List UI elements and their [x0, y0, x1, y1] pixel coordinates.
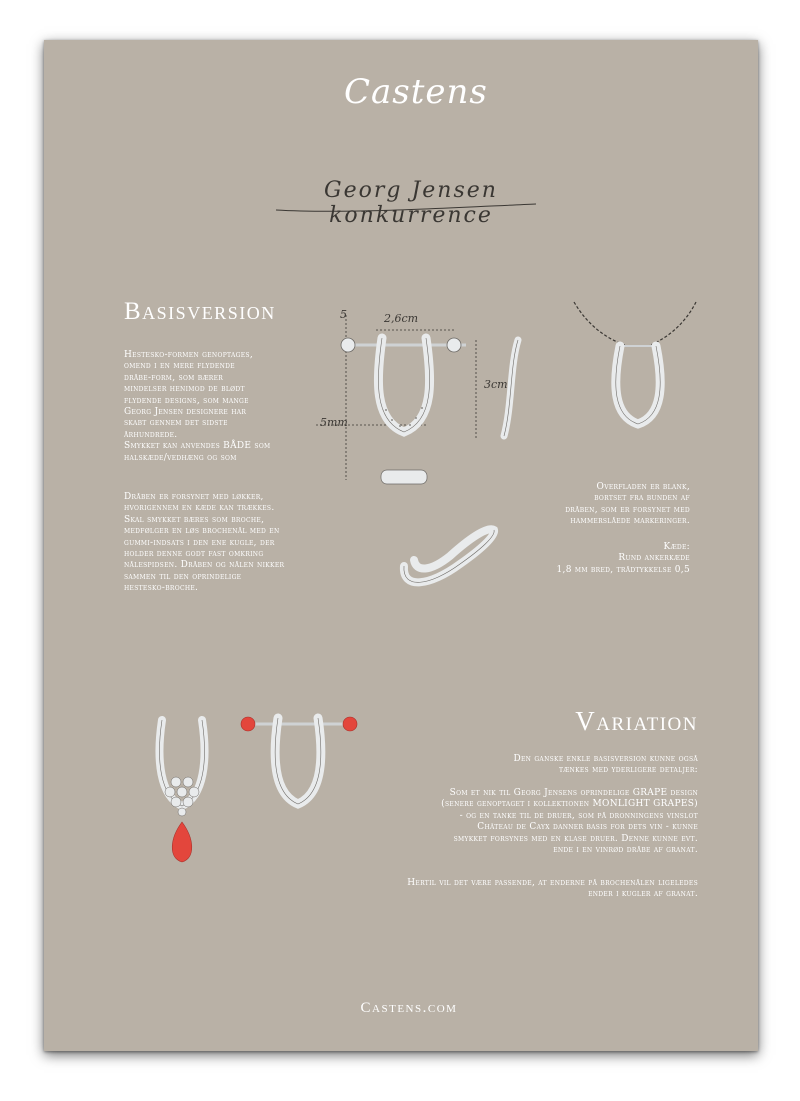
text-line: hvorigennem en kæde kan trækkes.: [124, 503, 275, 514]
dimension-height: 3cm: [484, 378, 508, 391]
text-line: Som et nik til Georg Jensens oprindelige GRAPE design: [449, 788, 698, 798]
text-line: århundrede.: [124, 429, 178, 440]
angled-pendant-sketch: [390, 516, 510, 596]
text-line: Skal smykket bæres som broche,: [124, 514, 265, 525]
variation-intro-text: [446, 754, 698, 777]
text-line: nålespidsen. Dråben og nålen nikker: [124, 560, 285, 571]
castens-logo: Castens: [344, 72, 488, 112]
ends-text: [404, 878, 698, 901]
text-line: Hestesko-formen genoptages,: [124, 350, 253, 360]
signature-underline: [266, 168, 556, 220]
text-line: smykket forsynes med en klase druer. Denne kunne evt.: [453, 833, 698, 844]
grape-pendant-sketch: [148, 710, 218, 880]
text-line: ende i en vinrød dråbe af granat.: [553, 845, 698, 856]
garnet-brooch-sketch: [234, 708, 364, 818]
text-line: skabt gennem det sidste: [124, 418, 228, 429]
text-line: dråben, som er forsynet med: [565, 504, 690, 515]
dimension-top: 5: [340, 308, 347, 321]
text-line: dråbe-form, som bærer: [124, 372, 224, 383]
variation-heading: Variation: [575, 706, 698, 736]
signature-text: Georg Jensen konkurrence: [324, 178, 498, 228]
text-line: hammerslåede markeringer.: [570, 516, 690, 527]
handwritten-signature: [266, 168, 556, 228]
text-line: hestesko-broche.: [124, 583, 199, 594]
text-line: - og en tanke til de druer, som på dronningens vinslot: [459, 810, 698, 821]
basis-pendant-sketch: [306, 270, 506, 510]
text-line: mindelser henimod de blødt: [124, 384, 245, 395]
text-line: gummi-indsats i den ene kugle, der: [124, 537, 275, 548]
text-line: bortset fra bunden af: [594, 493, 690, 504]
text-line: sammen til den oprindelige: [124, 571, 242, 582]
text-line: omend i en mere flydende: [124, 361, 235, 372]
text-line: 1,8 mm bred, trådtykkelse 0,5: [556, 564, 690, 575]
surface-text: [514, 482, 690, 528]
necklace-sketch: [568, 296, 708, 436]
text-line: Rund ankerkæde: [618, 553, 690, 564]
text-line: Smykket kan anvendes BÅDE som: [124, 441, 271, 452]
text-line: medfølger en løs brochenål med en: [124, 526, 280, 537]
text-line: Overfladen er blank,: [596, 482, 690, 492]
text-line: Den ganske enkle basisversion kunne også: [513, 754, 698, 764]
text-line: Dråben er forsynet med løkker,: [124, 492, 264, 502]
website-footer[interactable]: Castens.com: [360, 1000, 458, 1016]
text-line: ender i kugler af granat.: [588, 889, 698, 900]
dimension-thickness: 5mm: [320, 416, 348, 429]
text-line: Georg Jensen designere har: [124, 407, 247, 418]
text-line: holder denne godt fast omkring: [124, 549, 264, 560]
text-line: tænkes med yderligere detaljer:: [558, 765, 698, 776]
text-line: halskæde/vedhæng og som: [124, 452, 237, 463]
grape-text: [384, 788, 698, 856]
text-line: Kæde:: [663, 542, 690, 552]
text-line: flydende designs, som mange: [124, 395, 249, 406]
basisversion-heading: Basisversion: [124, 298, 276, 325]
text-line: Château de Cayx danner basis for dets vin - kunne: [477, 822, 698, 833]
side-profile-sketch: [496, 336, 536, 446]
dimension-width: 2,6cm: [384, 312, 419, 325]
chain-text: [514, 542, 690, 576]
text-line: Hertil vil det være passende, at enderne på brochenålen ligeledes: [407, 878, 698, 888]
presentation-sheet: [44, 40, 758, 1051]
text-line: (senere genoptaget i kollektionen MONLIGHT GRAPES): [441, 799, 698, 810]
